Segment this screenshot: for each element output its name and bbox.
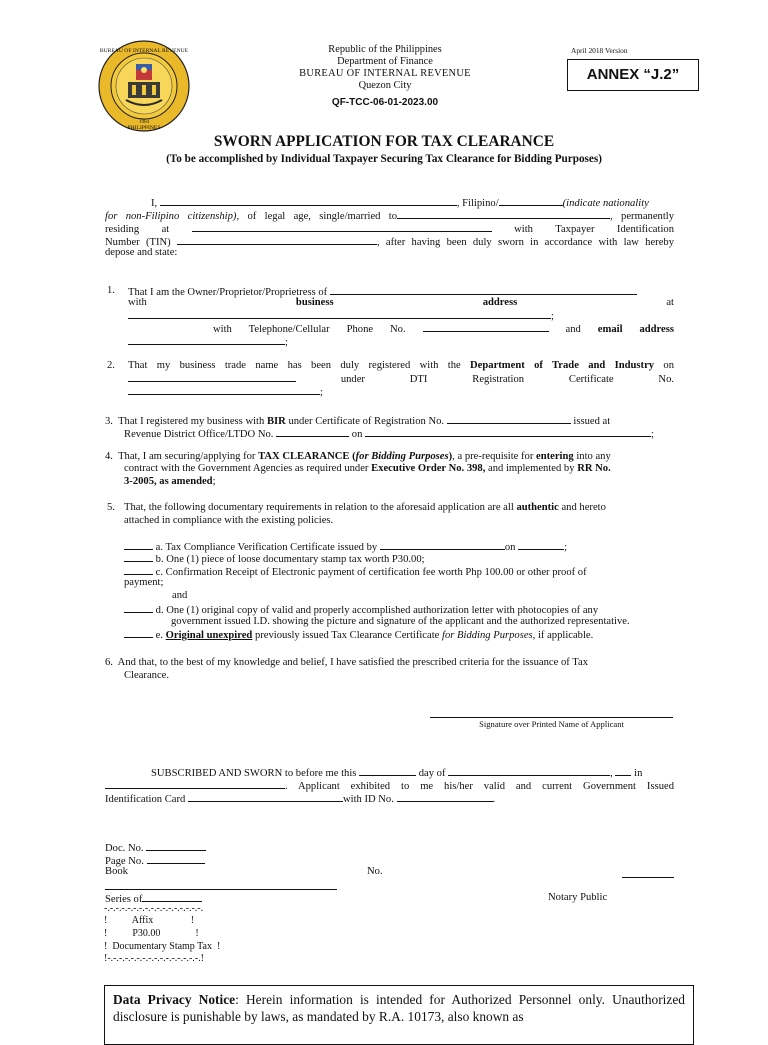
item-5-line-2: attached in compliance with the existing policies. (124, 515, 334, 526)
header-city: Quezon City (358, 80, 412, 91)
book-no-label: No. (367, 866, 383, 877)
cor-number-field[interactable] (447, 413, 571, 424)
jurat-line-2: . Applicant exhibited to me his/her valid and current Government Issued (105, 778, 674, 793)
doc-no: Doc. No. (105, 840, 206, 855)
stamp-box-bottom: !-.-.-.-.-.-.-.-.-.-.-.-.-.-.-.-.! (104, 953, 204, 964)
annex-box: ANNEX “J.2” (567, 59, 699, 91)
phone-field[interactable] (423, 321, 549, 332)
signature-caption: Signature over Printed Name of Applicant (479, 719, 624, 729)
item-4-line-2: contract with the Government Agencies as required under Executive Order No. 398, and implemented by RR No. (124, 463, 611, 474)
requirement-e: e. Original unexpired previously issued Tax Clearance Certificate for Bidding Purposes, if applicable. (124, 627, 593, 642)
intro-line-3: residing at with Taxpayer Identification (105, 221, 674, 236)
dti-cert-field[interactable] (128, 384, 320, 395)
bir-seal-logo (98, 40, 190, 132)
header-department: Department of Finance (337, 56, 433, 67)
series-field[interactable] (142, 891, 202, 902)
requirement-c: c. Confirmation Receipt of Electronic payment of certification fee worth Php 100.00 or other proof of (124, 564, 587, 579)
svg-text:PHILIPPINES: PHILIPPINES (127, 125, 161, 131)
page-title: SWORN APPLICATION FOR TAX CLEARANCE (213, 133, 555, 150)
check-a-field[interactable] (124, 539, 153, 550)
check-b-field[interactable] (124, 551, 153, 562)
tin-field[interactable] (177, 234, 377, 245)
check-c-field[interactable] (124, 564, 153, 575)
doc-no-field[interactable] (146, 840, 206, 851)
page-no-field[interactable] (147, 853, 205, 864)
tcvc-date-field[interactable] (518, 539, 564, 550)
data-privacy-notice (104, 985, 694, 1045)
item-4-line-3: 3-2005, as amended; (124, 476, 216, 487)
spouse-field[interactable] (397, 208, 610, 219)
item-4-line-1: 4. That, I am securing/applying for TAX CLEARANCE (for Bidding Purposes), a pre-requisite for entering into any (105, 451, 611, 462)
tcvc-issuer-field[interactable] (380, 539, 505, 550)
item-5-line-1: That, the following documentary requirements in relation to the aforesaid application are all authentic and hereto (124, 502, 606, 513)
header-bureau: BUREAU OF INTERNAL REVENUE (299, 68, 471, 79)
book-no-field[interactable] (622, 877, 674, 878)
form-code: QF-TCC-06-01-2023.00 (331, 97, 439, 108)
header-republic: Republic of the Philippines (328, 44, 442, 55)
email-field[interactable] (128, 334, 285, 345)
jurat-month-field[interactable] (448, 765, 610, 776)
svg-text:BUREAU OF INTERNAL REVENUE: BUREAU OF INTERNAL REVENUE (99, 48, 189, 54)
item-1-line-1: That I am the Owner/Proprietor/Proprietress of (128, 284, 637, 299)
jurat-day-field[interactable] (359, 765, 416, 776)
item-1-line-4: with Telephone/Cellular Phone No. and email address (213, 321, 674, 336)
intro-line-5: depose and state: (105, 247, 178, 258)
jurat-place-field[interactable] (105, 778, 285, 789)
name-field[interactable] (160, 195, 457, 206)
requirement-and: and (172, 590, 188, 601)
business-address-field[interactable] (128, 308, 551, 319)
dti-date-field[interactable] (128, 371, 296, 382)
check-e-field[interactable] (124, 627, 153, 638)
residence-field[interactable] (192, 221, 492, 232)
item-1-line-2: with business address at (128, 297, 674, 308)
version-label: April 2018 Version (571, 46, 628, 55)
item-3-line-2: Revenue District Office/LTDO No. on ; (124, 426, 654, 441)
item-2-line-3: ; (128, 384, 323, 399)
requirement-b: b. One (1) piece of loose documentary stamp tax worth P30.00; (124, 551, 425, 566)
requirement-a: a. Tax Compliance Verification Certificate issued by on ; (124, 539, 567, 554)
business-name-field[interactable] (330, 284, 637, 295)
item-1-number: 1. (107, 285, 115, 296)
book-line (105, 889, 337, 890)
notary-public-label: Notary Public (548, 892, 608, 903)
item-3-line-1: 3. That I registered my business with BIR under Certificate of Registration No. issued at (105, 413, 610, 428)
jurat-line-1: SUBSCRIBED AND SWORN to before me this day of , in (151, 765, 642, 780)
requirement-c-cont: payment; (124, 577, 164, 588)
privacy-text: : Herein information is intended for Authorized Personnel only. Unauthorized disclosure is punishable by laws, as mandated by R.A. 10173, also known as (113, 992, 685, 1024)
item-2-line-2: under DTI Registration Certificate No. (128, 371, 674, 386)
requirement-d: d. One (1) original copy of valid and properly accomplished authorization letter with photocopies of any (124, 602, 598, 617)
privacy-label: Data Privacy Notice (113, 992, 236, 1007)
page-no: Page No. (105, 853, 205, 868)
book-label: Book (105, 866, 128, 877)
item-2-line-1: That my business trade name has been duly registered with the Department of Trade and Industry on (128, 360, 674, 371)
item-5-number: 5. (107, 502, 115, 513)
intro-line-4: Number (TIN) , after having been duly sworn in accordance with law hereby (105, 234, 674, 249)
rdo-field[interactable] (276, 426, 349, 437)
svg-text:1904: 1904 (139, 120, 149, 125)
stamp-box-affix: ! Affix ! (104, 915, 195, 926)
nationality-field[interactable] (499, 195, 563, 206)
series-of: Series of (105, 891, 202, 906)
stamp-box-label: ! Documentary Stamp Tax ! (104, 941, 221, 952)
stamp-box-top: -.-.-.-.-.-.-.-.-.-.-.-.-.-.-.-.-. (104, 903, 204, 914)
item-1-line-5: ; (128, 334, 288, 349)
intro-line-1: I, , Filipino/ (indicate nationality (151, 195, 649, 210)
signature-line[interactable] (430, 717, 673, 718)
page-subtitle: (To be accomplished by Individual Taxpayer Securing Tax Clearance for Bidding Purposes) (166, 153, 602, 165)
jurat-year-field[interactable] (615, 765, 631, 776)
id-number-field[interactable] (397, 791, 493, 802)
check-d-field[interactable] (124, 602, 153, 613)
item-6-line-1: 6. And that, to the best of my knowledge and belief, I have satisfied the prescribed criteria for the issuance of Tax (105, 657, 588, 668)
stamp-box-amount: ! P30.00 ! (104, 928, 199, 939)
intro-line-2: for non-Filipino citizenship), of legal age, single/married to , permanently (105, 208, 674, 223)
id-card-field[interactable] (188, 791, 343, 802)
cor-date-field[interactable] (365, 426, 651, 437)
jurat-line-3: Identification Card with ID No. . (105, 791, 495, 806)
item-1-line-3: ; (128, 308, 554, 323)
requirement-d-cont: government issued I.D. showing the picture and signature of the applicant and the authorized representative. (171, 616, 630, 627)
item-2-number: 2. (107, 360, 115, 371)
item-6-line-2: Clearance. (124, 670, 169, 681)
